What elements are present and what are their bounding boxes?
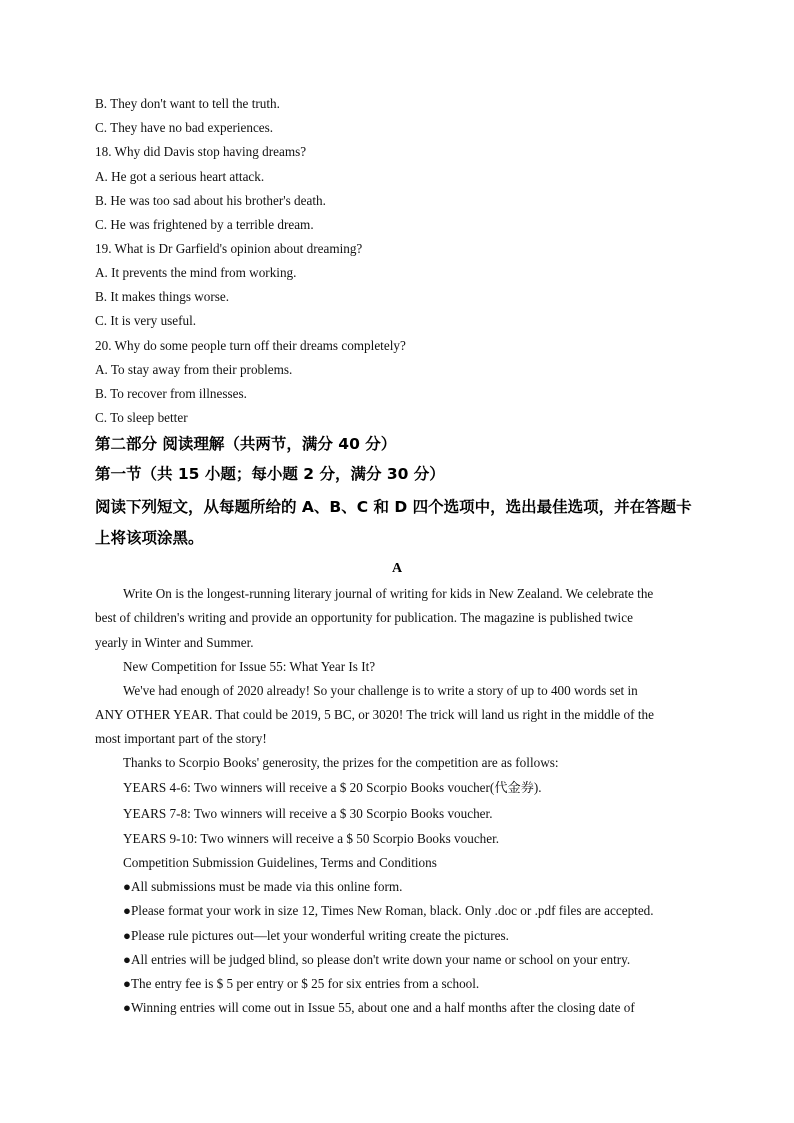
instruction-line-1: 阅读下列短文，从每题所给的 A、B、C 和 D 四个选项中，选出最佳选项，并在答题卡 xyxy=(95,498,692,516)
guideline-item: ●Please format your work in size 12, Times New Roman, black. Only .doc or .pdf files are accepted. xyxy=(123,903,654,918)
guideline-item: ●All entries will be judged blind, so please don't write down your name or school on your entry. xyxy=(123,952,631,967)
passage-line: Thanks to Scorpio Books' generosity, the prizes for the competition are as follows: xyxy=(123,755,559,770)
instruction-line-2: 上将该项涂黑。 xyxy=(95,529,204,547)
passage-line: ANY OTHER YEAR. That could be 2019, 5 BC, or 3020! The trick will land us right in the middle of the xyxy=(95,707,654,722)
section-one-title: 第一节（共 15 小题；每小题 2 分，满分 30 分） xyxy=(95,465,445,483)
prize-years-4-6: YEARS 4-6: Two winners will receive a $ 20 Scorpio Books voucher(代金券). xyxy=(123,780,542,795)
guideline-item: ●Winning entries will come out in Issue 55, about one and a half months after the closing date of xyxy=(123,1000,635,1015)
guideline-item: ●Please rule pictures out—let your wonderful writing create the pictures. xyxy=(123,928,509,943)
q17-option-b: B. They don't want to tell the truth. xyxy=(95,96,280,111)
q18-option-c: C. He was frightened by a terrible dream. xyxy=(95,217,314,232)
q20-option-b: B. To recover from illnesses. xyxy=(95,386,247,401)
q18-option-a: A. He got a serious heart attack. xyxy=(95,169,265,184)
prize-years-9-10: YEARS 9-10: Two winners will receive a $ 50 Scorpio Books voucher. xyxy=(123,831,500,846)
q20-question: 20. Why do some people turn off their dreams completely? xyxy=(95,338,406,353)
prize-years-7-8: YEARS 7-8: Two winners will receive a $ 30 Scorpio Books voucher. xyxy=(123,806,493,821)
q19-option-b: B. It makes things worse. xyxy=(95,289,230,304)
q19-option-c: C. It is very useful. xyxy=(95,313,197,328)
guideline-item: ●The entry fee is $ 5 per entry or $ 25 for six entries from a school. xyxy=(123,976,480,991)
passage-line: most important part of the story! xyxy=(95,731,267,746)
part-two-title: 第二部分 阅读理解（共两节，满分 40 分） xyxy=(95,435,397,453)
q20-option-a: A. To stay away from their problems. xyxy=(95,362,293,377)
passage-line: best of children's writing and provide an opportunity for publication. The magazine is published twice xyxy=(95,610,633,625)
q18-option-b: B. He was too sad about his brother's death. xyxy=(95,193,326,208)
passage-line: Write On is the longest-running literary journal of writing for kids in New Zealand. We celebrate the xyxy=(123,586,654,601)
passage-line: yearly in Winter and Summer. xyxy=(95,635,254,650)
passage-letter: A xyxy=(391,561,403,576)
passage-line: We've had enough of 2020 already! So your challenge is to write a story of up to 400 words set in xyxy=(123,683,638,698)
guidelines-heading: Competition Submission Guidelines, Terms and Conditions xyxy=(123,855,437,870)
q17-option-c: C. They have no bad experiences. xyxy=(95,120,274,135)
q20-option-c: C. To sleep better xyxy=(95,410,188,425)
q19-question: 19. What is Dr Garfield's opinion about dreaming? xyxy=(95,241,363,256)
guideline-item: ●All submissions must be made via this online form. xyxy=(123,879,403,894)
q18-question: 18. Why did Davis stop having dreams? xyxy=(95,144,307,159)
passage-line: New Competition for Issue 55: What Year Is It? xyxy=(123,659,376,674)
q19-option-a: A. It prevents the mind from working. xyxy=(95,265,297,280)
